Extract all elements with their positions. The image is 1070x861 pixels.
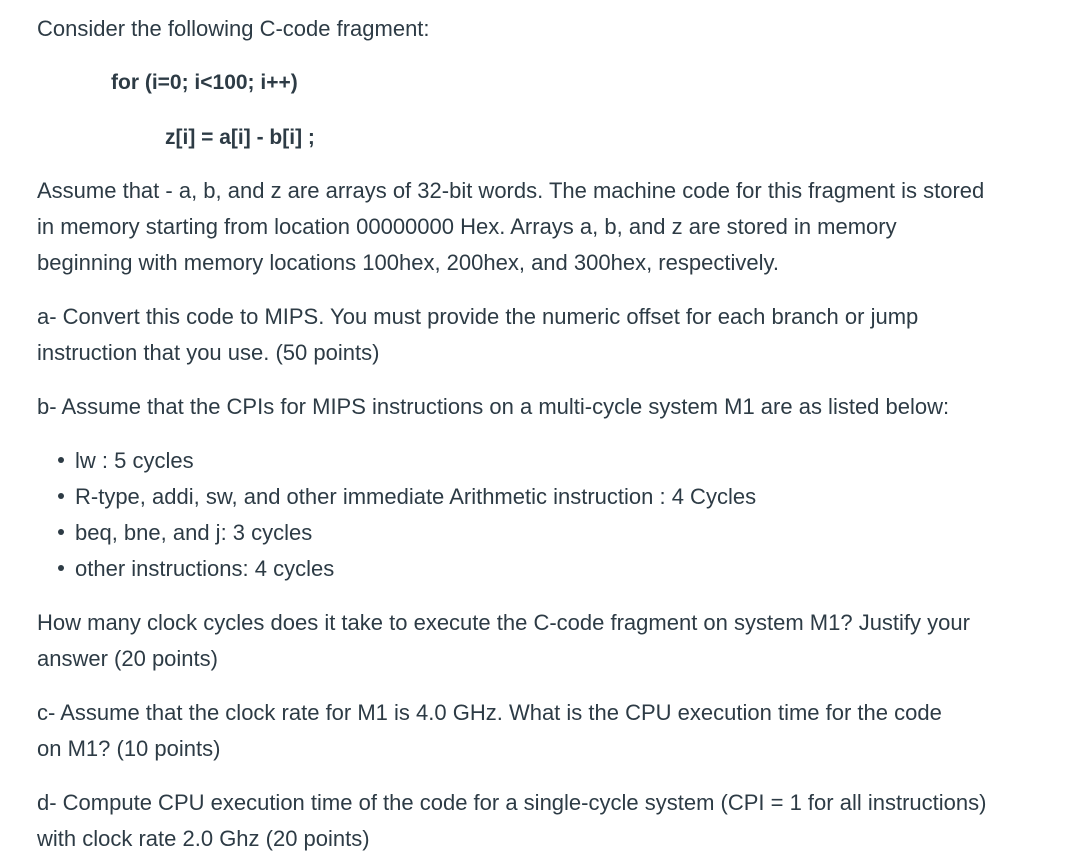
part-c-line-1: c- Assume that the clock rate for M1 is 4.0 GHz. What is the CPU execution time for the code <box>37 700 942 725</box>
bullet-icon <box>58 457 64 463</box>
bullet-icon <box>58 529 64 535</box>
list-item <box>58 483 756 511</box>
list-item-text: beq, bne, and j: 3 cycles <box>75 520 313 545</box>
list-item <box>58 447 194 475</box>
part-b-question-line-1: How many clock cycles does it take to execute the C-code fragment on system M1? Justify your <box>37 610 970 635</box>
list-item <box>58 519 312 547</box>
part-c-line-2: on M1? (10 points) <box>37 736 221 761</box>
bullet-icon <box>58 565 64 571</box>
assumption-line-1: Assume that - a, b, and z are arrays of 32-bit words. The machine code for this fragment is stored <box>37 178 985 203</box>
code-line-assignment: z[i] = a[i] - b[i] ; <box>165 126 315 149</box>
part-a-line-2: instruction that you use. (50 points) <box>37 340 380 365</box>
assumption-line-2: in memory starting from location 00000000 Hex. Arrays a, b, and z are stored in memory <box>37 214 897 239</box>
part-d-line-2: with clock rate 2.0 Ghz (20 points) <box>37 826 370 851</box>
assumption-line-3: beginning with memory locations 100hex, 200hex, and 300hex, respectively. <box>37 250 779 275</box>
part-b-question-line-2: answer (20 points) <box>37 646 218 671</box>
code-line-for: for (i=0; i<100; i++) <box>111 71 298 94</box>
part-d-line-1: d- Compute CPU execution time of the code for a single-cycle system (CPI = 1 for all instructions) <box>37 790 987 815</box>
list-item <box>58 555 334 583</box>
part-b-intro: b- Assume that the CPIs for MIPS instructions on a multi-cycle system M1 are as listed below: <box>37 394 950 419</box>
list-item-text: R-type, addi, sw, and other immediate Arithmetic instruction : 4 Cycles <box>75 484 757 509</box>
list-item-text: lw : 5 cycles <box>75 448 194 473</box>
bullet-icon <box>58 493 64 499</box>
part-a-line-1: a- Convert this code to MIPS. You must provide the numeric offset for each branch or jump <box>37 304 919 329</box>
intro-text: Consider the following C-code fragment: <box>37 16 430 41</box>
list-item-text: other instructions: 4 cycles <box>75 556 335 581</box>
